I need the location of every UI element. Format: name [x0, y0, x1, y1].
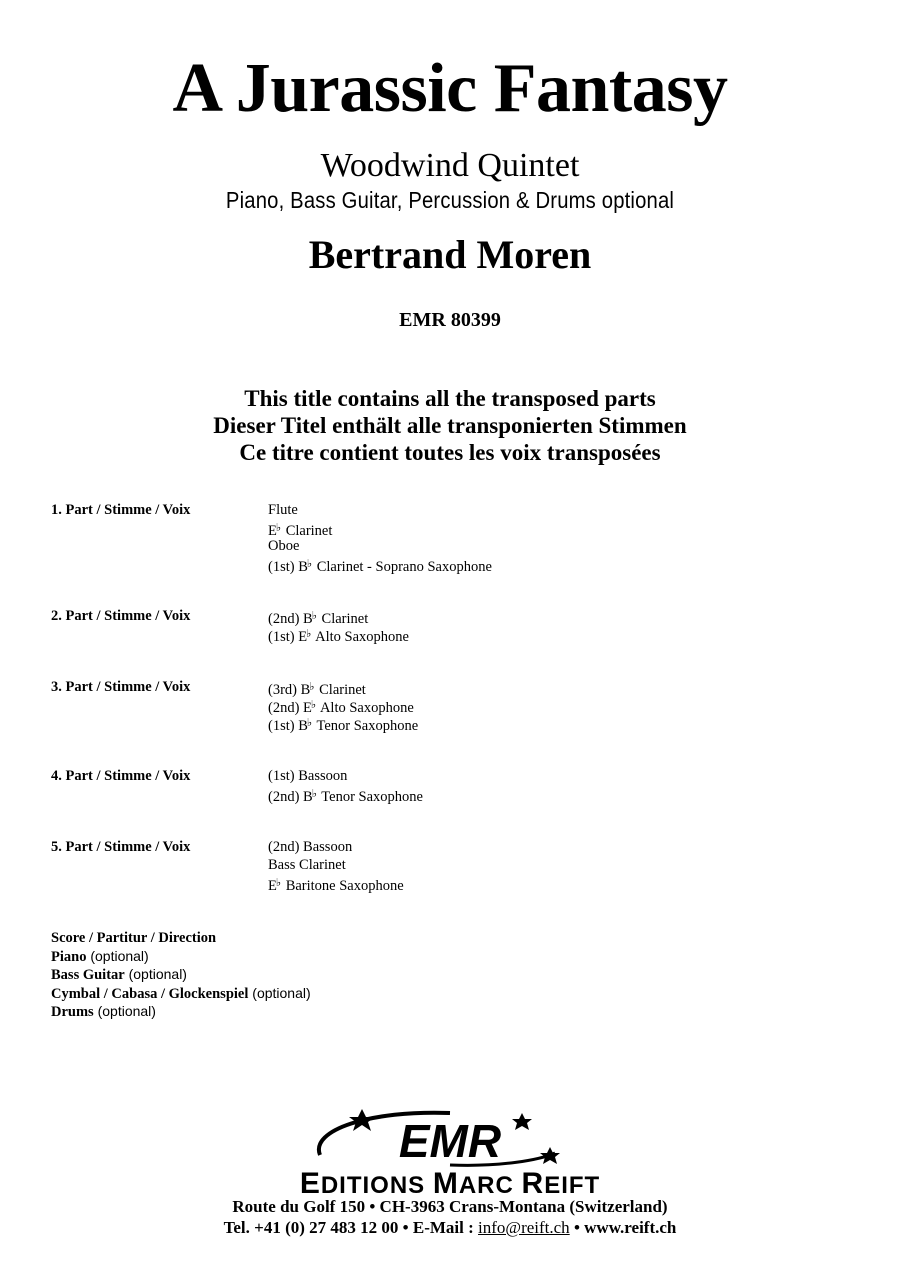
instrumentation: Piano, Bass Guitar, Percussion & Drums optional	[225, 187, 675, 213]
phone-text: Tel. +41 (0) 27 483 12 00 • E-Mail :	[223, 1218, 479, 1237]
extra-note: (optional)	[248, 984, 311, 1001]
part-5-label: 5. Part / Stimme / Voix	[51, 839, 191, 855]
flat-icon: ♭	[309, 681, 315, 693]
catalog-number: EMR 80399	[399, 309, 501, 331]
extra-parts-list	[51, 929, 311, 1022]
extra-note: (optional)	[124, 966, 187, 982]
instrument-line: Flute	[268, 502, 298, 518]
flat-icon: ♭	[311, 610, 317, 622]
part-3-label: 3. Part / Stimme / Voix	[51, 679, 191, 695]
instrument-line: (2nd) E♭ Alto Saxophone	[268, 699, 414, 716]
extra-item	[51, 929, 311, 948]
part-2-instruments	[268, 607, 409, 643]
instrument-line: (1st) Bassoon	[268, 768, 348, 784]
page-title: A Jurassic Fantasy	[172, 50, 728, 127]
publisher-contact	[0, 1217, 900, 1239]
extra-item	[51, 985, 311, 1004]
instrument-line: (1st) B♭ Tenor Saxophone	[268, 717, 419, 734]
extra-label: Bass Guitar	[51, 967, 125, 983]
extra-label: Drums	[51, 1004, 94, 1020]
flat-icon: ♭	[310, 699, 317, 711]
part-1-label: 1. Part / Stimme / Voix	[51, 502, 191, 518]
note-french: Ce titre contient toutes les voix transposées	[239, 440, 661, 465]
instrument-line: Oboe	[268, 538, 300, 554]
flat-icon: ♭	[306, 717, 313, 729]
extra-item	[51, 948, 311, 967]
instrument-line: E♭ Baritone Saxophone	[268, 877, 404, 894]
extra-note: (optional)	[86, 947, 149, 964]
instrument-line: (2nd) B♭ Clarinet	[268, 610, 369, 627]
logo-text: EMR	[398, 1115, 502, 1167]
instrument-line: (1st) E♭ Alto Saxophone	[268, 628, 409, 645]
extra-item	[51, 1003, 311, 1022]
note-german: Dieser Titel enthält alle transponierten Stimmen	[213, 413, 687, 438]
instrument-line: (1st) B♭ Clarinet - Soprano Saxophone	[268, 558, 492, 575]
part-1-instruments	[268, 501, 492, 573]
part-2-label: 2. Part / Stimme / Voix	[51, 608, 191, 624]
publisher-cap: M	[432, 1167, 459, 1200]
extra-label: Piano	[51, 948, 87, 965]
instrument-line: (2nd) Bassoon	[268, 839, 353, 855]
subtitle: Woodwind Quintet	[320, 147, 580, 184]
star-icon	[540, 1147, 560, 1164]
part-3-instruments	[268, 678, 418, 732]
composer-name: Bertrand Moren	[308, 232, 592, 277]
note-english: This title contains all the transposed parts	[244, 386, 656, 411]
part-4-label: 4. Part / Stimme / Voix	[51, 768, 191, 784]
star-icon	[512, 1113, 532, 1130]
website-text: • www.reift.ch	[569, 1218, 677, 1237]
publisher-cap: E	[299, 1167, 321, 1200]
extra-label: Score / Partitur / Direction	[51, 930, 217, 946]
extra-item	[51, 966, 311, 985]
publisher-rest: ARC	[458, 1172, 522, 1199]
publisher-cap: R	[521, 1167, 545, 1200]
flat-icon: ♭	[306, 628, 312, 640]
part-5-instruments	[268, 838, 404, 892]
instrument-line: (2nd) B♭ Tenor Saxophone	[268, 788, 423, 805]
extra-note: (optional)	[93, 1003, 156, 1019]
flat-icon: ♭	[275, 522, 282, 534]
extra-label: Cymbal / Cabasa / Glockenspiel	[51, 985, 249, 1002]
flat-icon: ♭	[311, 788, 317, 800]
publisher-rest: DITIONS	[320, 1172, 433, 1199]
flat-icon: ♭	[275, 877, 282, 889]
part-4-instruments	[268, 767, 423, 803]
instrument-line: E♭ Clarinet	[268, 522, 333, 539]
instrument-line: (3rd) B♭ Clarinet	[268, 681, 366, 698]
instrument-line: Bass Clarinet	[268, 857, 346, 873]
flat-icon: ♭	[306, 558, 313, 570]
email-link[interactable]: info@reift.ch	[478, 1218, 570, 1237]
publisher-rest: EIFT	[544, 1172, 601, 1199]
publisher-address: Route du Golf 150 • CH-3963 Crans-Montana (Switzerland)	[232, 1197, 668, 1216]
